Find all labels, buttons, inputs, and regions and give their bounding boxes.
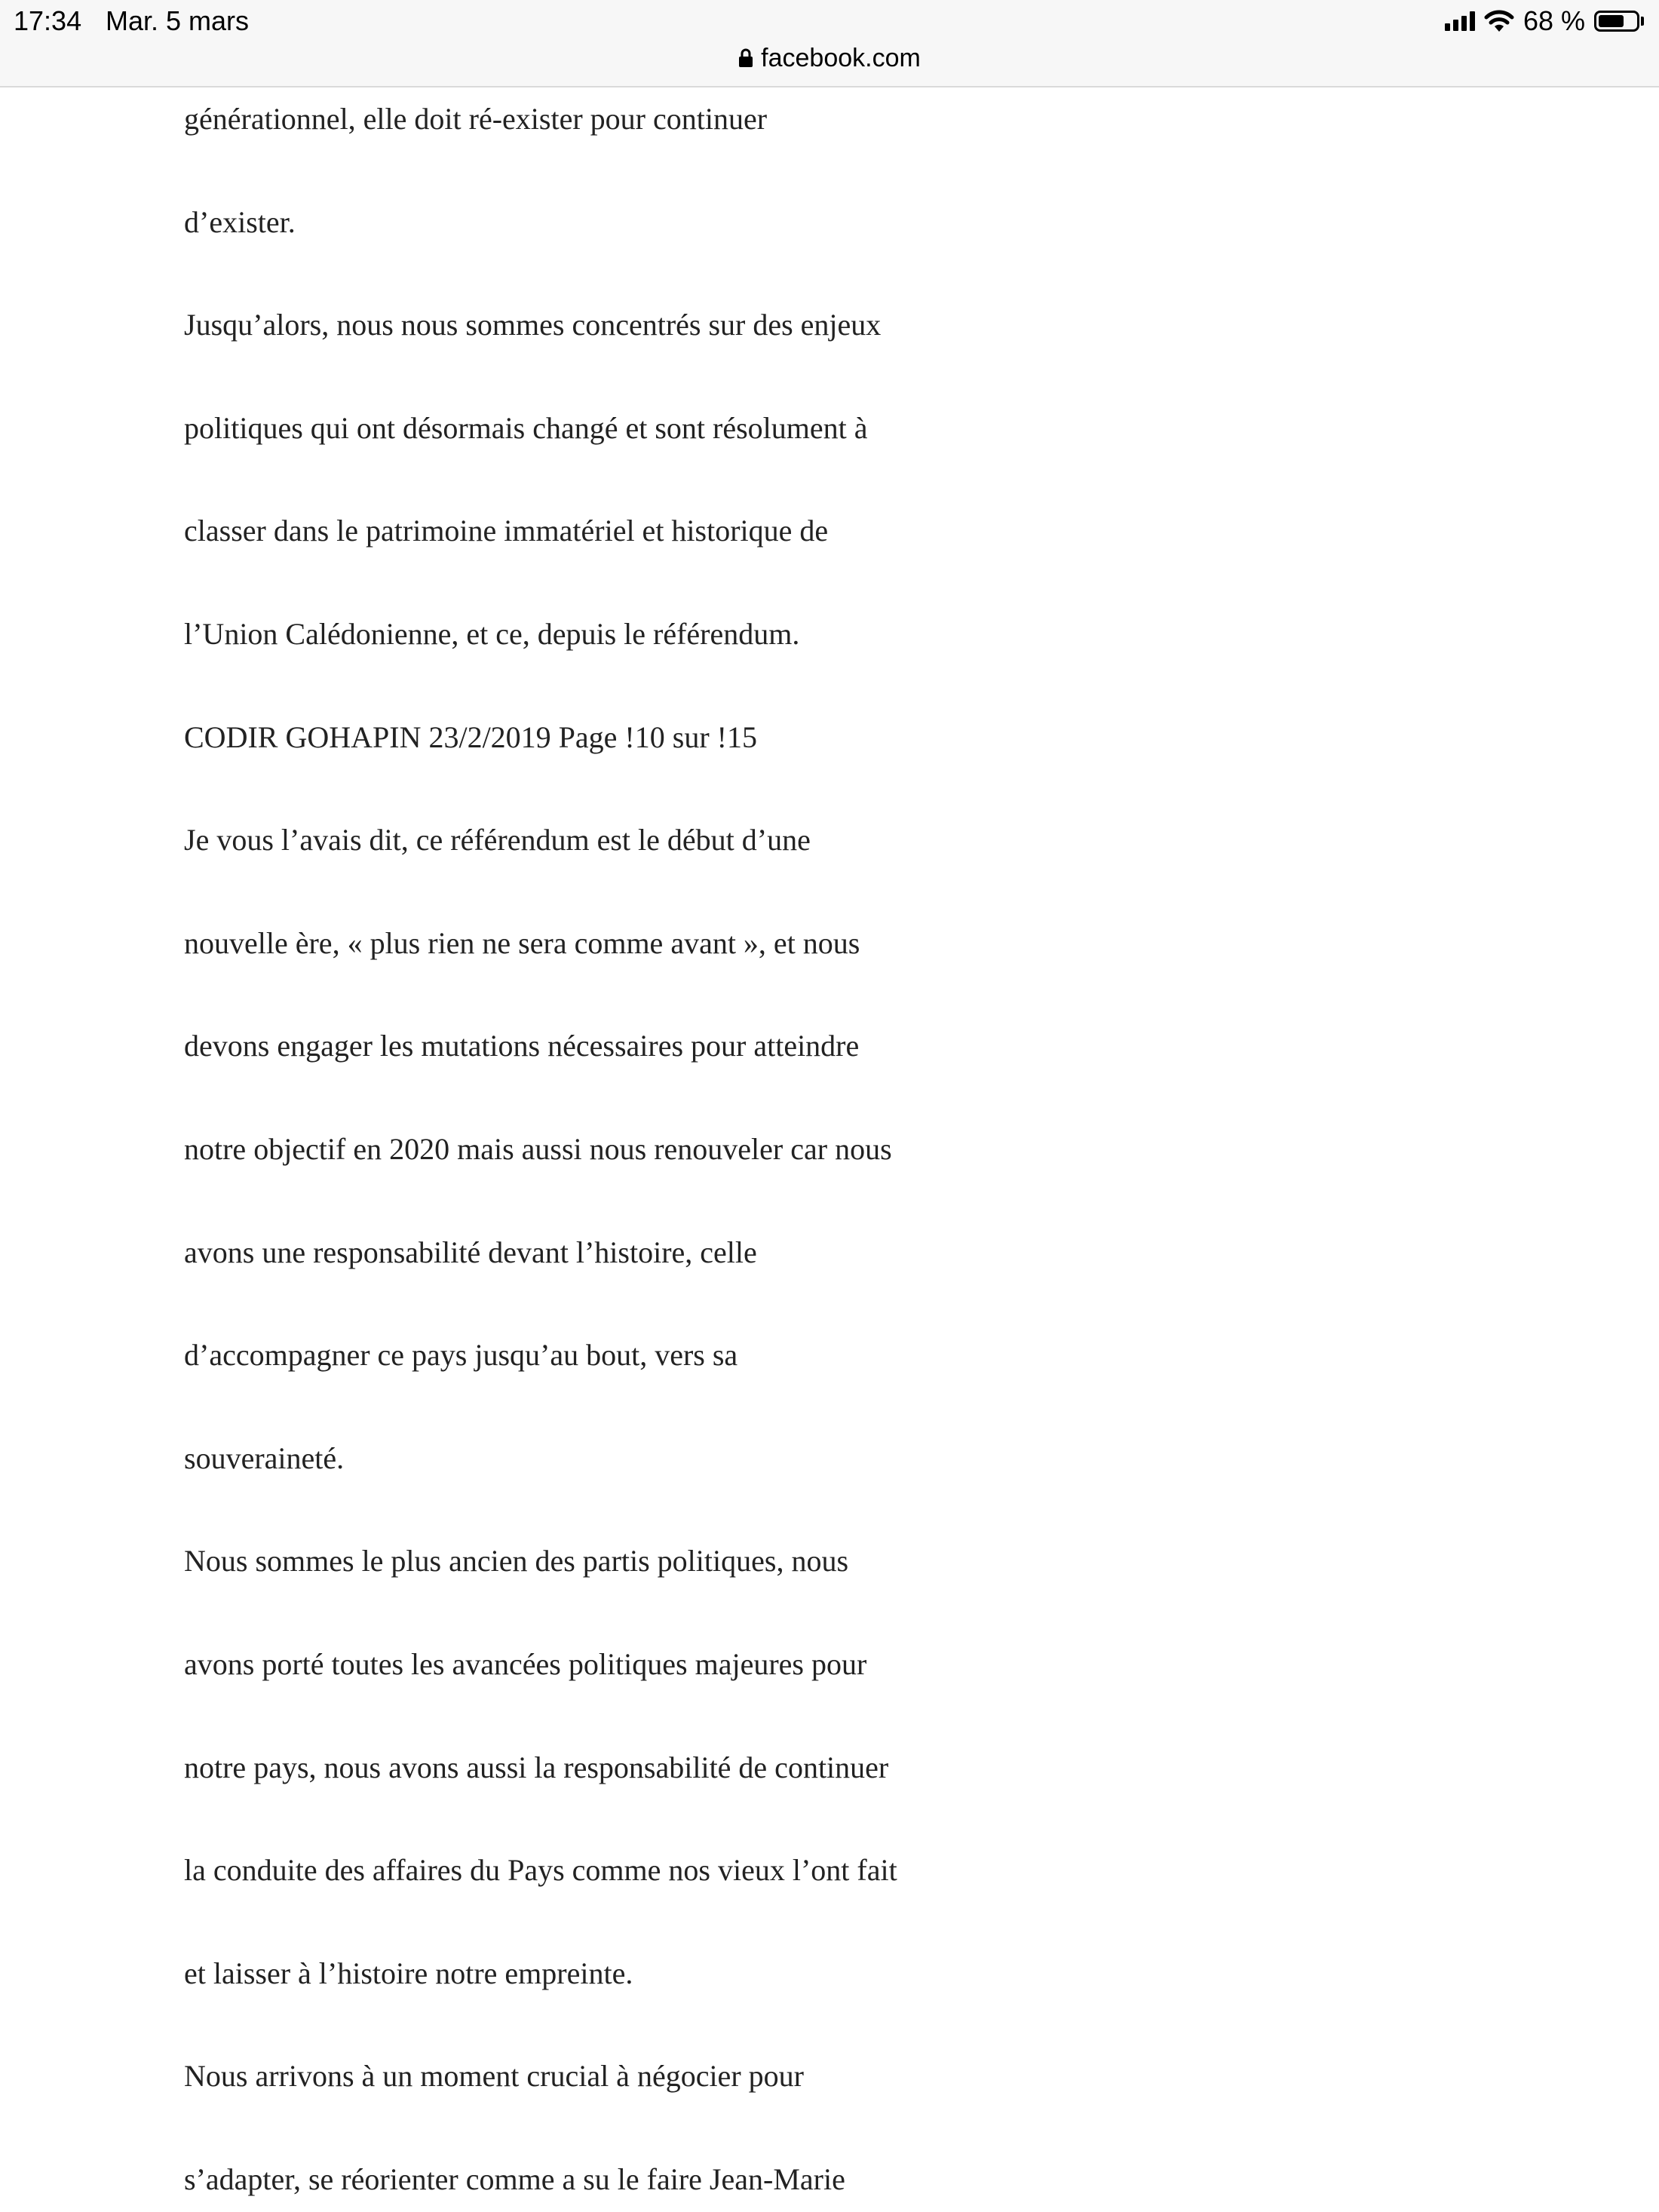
document-text-line: notre objectif en 2020 mais aussi nous renouveler car nous bbox=[184, 1132, 892, 1166]
document-text-line: générationnel, elle doit ré-exister pour continuer bbox=[184, 102, 768, 136]
document-text-line: souveraineté. bbox=[184, 1440, 345, 1475]
document-text-line: classer dans le patrimoine immatériel et historique de bbox=[184, 514, 829, 548]
status-time: 17:34 bbox=[14, 5, 82, 36]
battery-percentage: 68 % bbox=[1523, 5, 1585, 36]
document-text-line: Je vous l’avais dit, ce référendum est le début d’une bbox=[184, 823, 811, 857]
document-text-line: la conduite des affaires du Pays comme nos vieux l’ont fait bbox=[184, 1853, 897, 1888]
status-bar bbox=[0, 0, 1659, 87]
document-text-line: CODIR GOHAPIN 23/2/2019 Page !10 sur !15 bbox=[184, 719, 757, 754]
document-text-line: d’accompagner ce pays jusqu’au bout, vers sa bbox=[184, 1338, 738, 1373]
battery-level-fill bbox=[1599, 15, 1624, 27]
document-text-line: et laisser à l’histoire notre empreinte. bbox=[184, 1956, 633, 1990]
document-text-line: Nous arrivons à un moment crucial à négocier pour bbox=[184, 2059, 804, 2094]
address-bar[interactable] bbox=[0, 41, 1659, 75]
lock-icon bbox=[738, 48, 753, 68]
document-text-line: avons porté toutes les avancées politiques majeures pour bbox=[184, 1647, 867, 1681]
document-text-line: d’exister. bbox=[184, 204, 296, 239]
cellular-signal-icon bbox=[1445, 11, 1475, 31]
status-indicators bbox=[1445, 5, 1644, 38]
document-text-line: politiques qui ont désormais changé et sont résolument à bbox=[184, 410, 868, 445]
document-text-line: s’adapter, se réorienter comme a su le faire Jean-Marie bbox=[184, 2162, 845, 2196]
wifi-icon bbox=[1484, 9, 1514, 33]
status-date: Mar. 5 mars bbox=[106, 5, 250, 36]
document-text-line: Nous sommes le plus ancien des partis politiques, nous bbox=[184, 1544, 849, 1578]
document-text-line: devons engager les mutations nécessaires pour atteindre bbox=[184, 1029, 860, 1063]
battery-tip bbox=[1641, 17, 1644, 26]
document-text-line: avons une responsabilité devant l’histoire, celle bbox=[184, 1235, 757, 1269]
document-text-line: l’Union Calédonienne, et ce, depuis le référendum. bbox=[184, 617, 800, 651]
document-text-line: Jusqu’alors, nous nous sommes concentrés sur des enjeux bbox=[184, 308, 882, 342]
document-text-line: nouvelle ère, « plus rien ne sera comme avant », et nous bbox=[184, 925, 860, 960]
battery-icon bbox=[1594, 11, 1639, 32]
url-text: facebook.com bbox=[761, 43, 921, 72]
document-text-line: notre pays, nous avons aussi la responsabilité de continuer bbox=[184, 1750, 889, 1784]
